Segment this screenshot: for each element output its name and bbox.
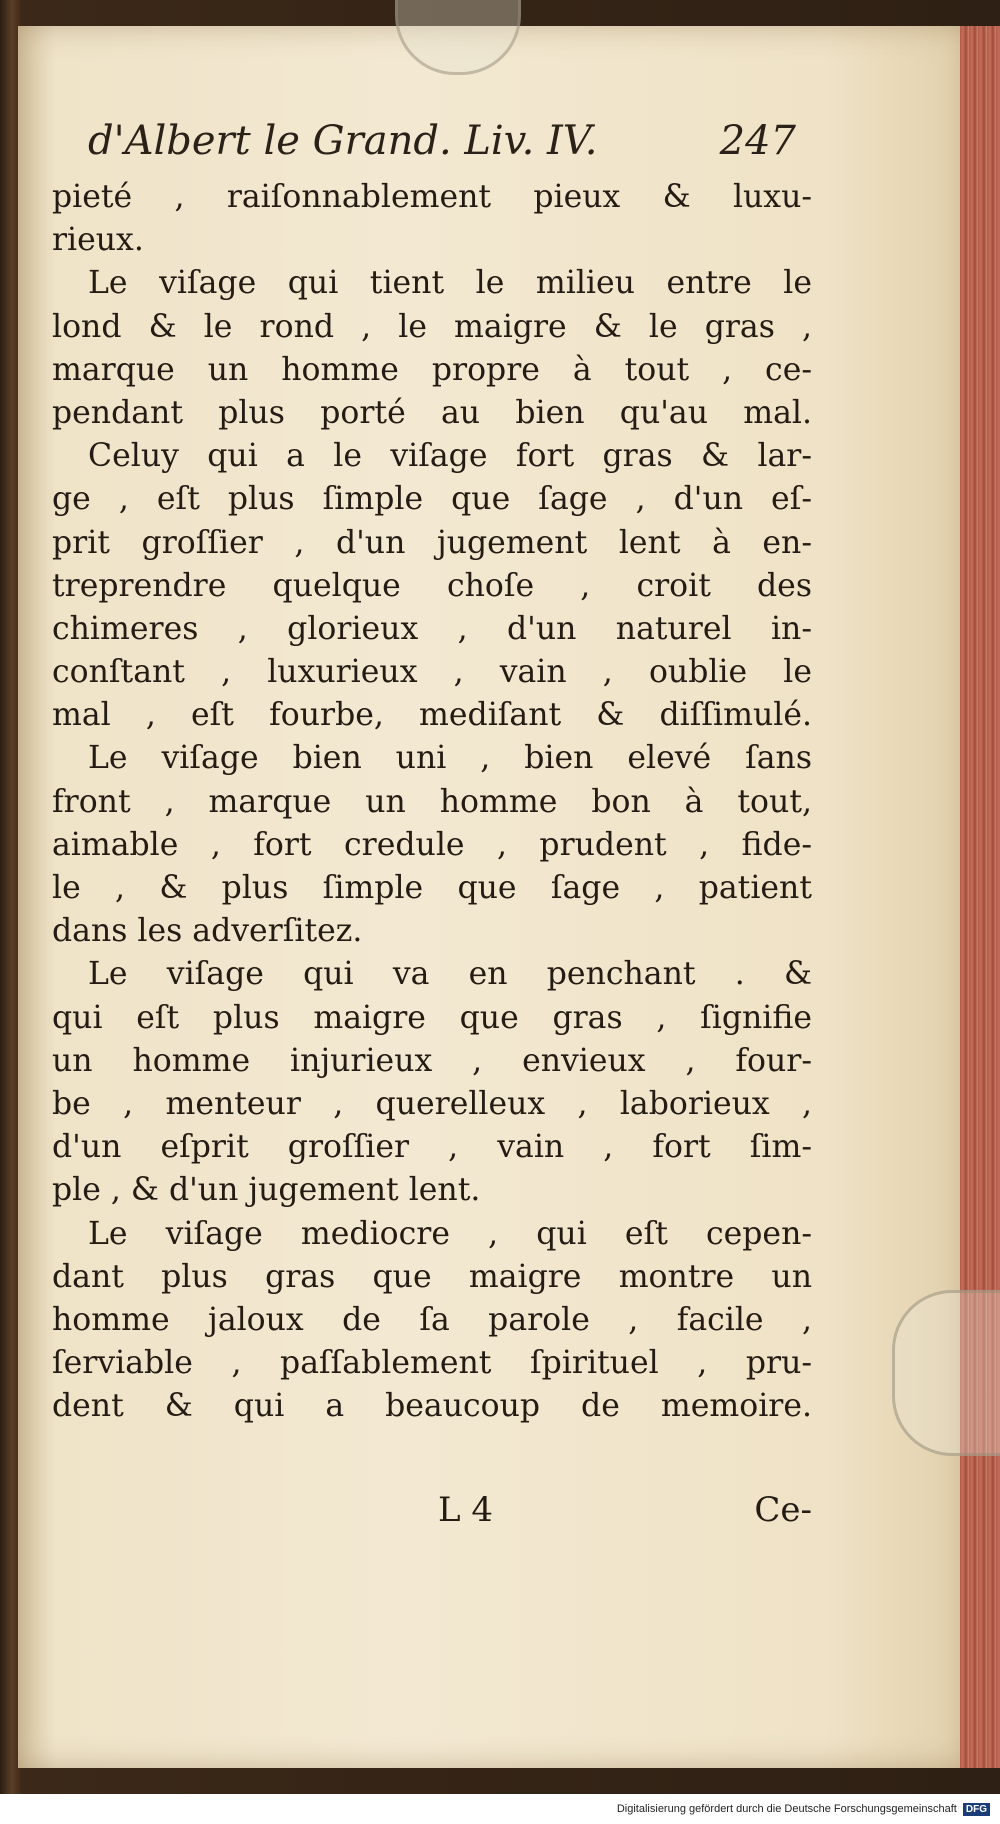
- text-line: Le viſage qui tient le milieu entre le: [88, 265, 812, 302]
- dfg-logo: DFG: [963, 1803, 990, 1816]
- text-line: pendant plus porté au bien qu'au mal.: [52, 394, 812, 431]
- text-line: qui eſt plus maigre que gras , ſignifie: [52, 999, 812, 1036]
- text-line: d'un eſprit groſſier , vain , fort ſim-: [52, 1129, 812, 1166]
- text-line: mal , eſt fourbe, mediſant & diſſimulé.: [52, 697, 812, 734]
- text-line: Le viſage qui va en penchant . &: [88, 956, 812, 993]
- side-page-clip: [892, 1290, 1000, 1456]
- text-line: Celuy qui a le viſage fort gras & lar-: [88, 438, 812, 475]
- running-head: [88, 118, 796, 168]
- text-line: Le viſage mediocre , qui eſt cepen-: [88, 1215, 812, 1252]
- body-text: [52, 176, 812, 1428]
- text-line: ſerviable , paſſablement ſpirituel , pru-: [52, 1345, 812, 1382]
- text-line: be , menteur , querelleux , laborieux ,: [52, 1085, 812, 1122]
- text-line: prit groſſier , d'un jugement lent à en-: [52, 524, 812, 561]
- credit-line: [617, 1803, 990, 1816]
- text-line: front , marque un homme bon à tout,: [52, 783, 812, 820]
- page-number: 247: [719, 118, 796, 164]
- text-line: dant plus gras que maigre montre un: [52, 1258, 812, 1295]
- text-line: lond & le rond , le maigre & le gras ,: [52, 308, 812, 345]
- text-line: pieté , raiſonnablement pieux & luxu-: [52, 179, 812, 215]
- text-line: treprendre quelque choſe , croit des: [52, 567, 812, 604]
- text-line: ge , eſt plus ſimple que ſage , d'un eſ-: [52, 481, 812, 518]
- text-line: dans les adverſitez.: [52, 913, 363, 950]
- text-line: marque un homme propre à tout , ce-: [52, 351, 812, 388]
- credit-text: Digitalisierung gefördert durch die Deutsche Forschungsgemeinschaft: [616, 1803, 957, 1815]
- running-title: d'Albert le Grand. Liv. IV.: [88, 118, 598, 164]
- text-line: ple , & d'un jugement lent.: [52, 1172, 481, 1209]
- text-line: rieux.: [52, 222, 144, 259]
- signature-mark: L 4: [438, 1490, 494, 1530]
- text-line: chimeres , glorieux , d'un naturel in-: [52, 610, 812, 647]
- text-line: un homme injurieux , envieux , four-: [52, 1042, 812, 1079]
- text-line: aimable , fort credule , prudent , fide-: [52, 826, 812, 863]
- page-footer: [52, 1490, 812, 1540]
- credit-bar: [0, 1794, 1000, 1824]
- text-line: conſtant , luxurieux , vain , oublie le: [52, 654, 812, 691]
- catchword: Ce-: [754, 1490, 812, 1530]
- page-edges: [960, 26, 1000, 1768]
- text-line: Le viſage bien uni , bien elevé ſans: [88, 740, 812, 777]
- text-line: homme jaloux de ſa parole , facile ,: [52, 1301, 812, 1338]
- text-line: dent & qui a beaucoup de memoire.: [52, 1388, 812, 1425]
- text-line: le , & plus ſimple que ſage , patient: [52, 870, 812, 906]
